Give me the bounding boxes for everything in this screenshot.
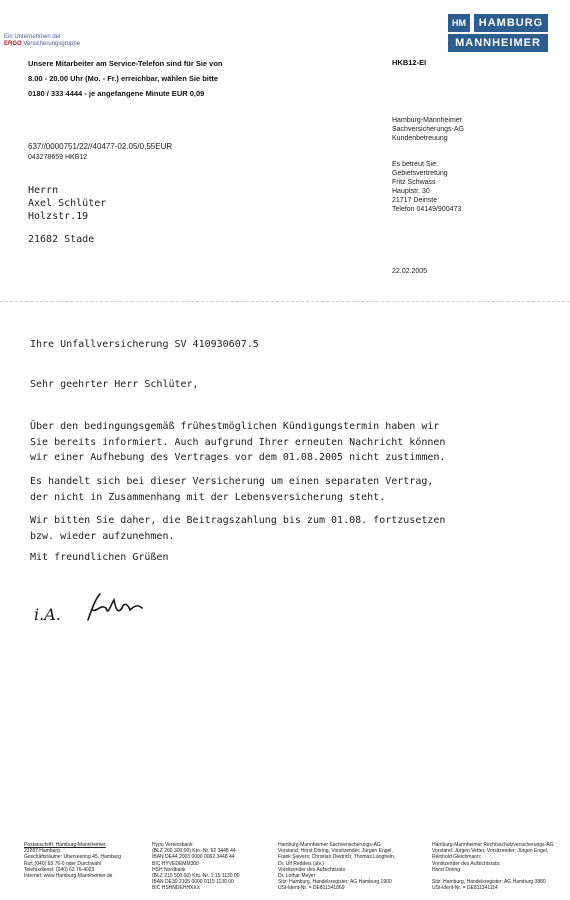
logo-word-mannheimer: MANNHEIMER <box>448 34 548 52</box>
footer-line: Dr. Ulf Reddeis (stv.) <box>278 860 324 867</box>
paragraph-line: bzw. wieder aufzunehmen. <box>30 530 175 542</box>
footer-line: Ruf: (040) 63 76-0 oder Durchwahl <box>24 860 101 867</box>
ergo-group-suffix: Versicherungsgruppe <box>21 41 81 47</box>
recipient-street: Holzstr.19 <box>28 211 89 222</box>
contact-line: 21717 Deinste <box>392 197 438 204</box>
footer-line: 22287 Hamburg <box>24 848 60 855</box>
logo-mark-icon: HM <box>448 14 470 32</box>
service-line: 0180 / 333 4444 - je angefangene Minute EUR 0,09 <box>28 89 205 98</box>
paragraph-line: Über den bedingungsgemäß frühestmöglichen Kündigungstermin haben wir <box>30 421 440 432</box>
logo-word-hamburg: HAMBURG <box>474 14 548 32</box>
letter-date: 22.02.2005 <box>392 268 428 275</box>
service-line: 8.00 - 20.00 Uhr (Mo. - Fr.) erreichbar, wählen Sie bitte <box>28 74 219 83</box>
contact-line: Gebietsvertretung <box>392 170 448 177</box>
sender-address <box>392 116 464 143</box>
paragraph-line: Wir bitten Sie daher, die Beitragszahlung bis zum 01.08. fortzusetzen <box>30 515 446 526</box>
footer-postal-info <box>24 842 142 879</box>
footer-bank-info <box>152 842 262 892</box>
footer-line: Postanschrift: Hamburg-Mannheimer <box>24 842 106 848</box>
contact-line: Hauptstr. 30 <box>392 188 430 195</box>
ergo-group-brand-line <box>4 41 80 47</box>
letter-closing: Mit freundlichen Grüßen <box>30 552 169 563</box>
footer-line: Sitz: Hamburg, Handelsregister: AG Hamburg 1900 <box>278 879 392 886</box>
letter-paragraph <box>30 474 433 505</box>
contact-line: Fritz Schwass <box>392 179 436 186</box>
footer-line: Vorsitzender des Aufsichtsrats: <box>432 860 501 867</box>
sender-line: Hamburg-Mannheimer <box>392 117 463 124</box>
footer-line: USt-Ident-Nr. = DE811341114 <box>432 885 498 892</box>
footer-line: USt-Ident-Nr. = DE811341869 <box>278 885 345 892</box>
footer-company-rechtsschutz <box>432 842 568 892</box>
footer-line: Hamburg-Mannheimer Sachversicherungs-AG <box>278 842 381 848</box>
footer-line: BIC HYVEDEMM300 <box>152 860 199 867</box>
recipient-city: 21682 Stade <box>28 234 95 245</box>
paragraph-line: Es handelt sich bei dieser Versicherung um einen separaten Vertrag, <box>30 476 434 487</box>
footer-line: (BLZ 200 300 00) Kto.-Nr. 62 3448 44 <box>152 848 236 855</box>
letter-paragraph <box>30 419 445 466</box>
letter-subject: Ihre Unfallversicherung SV 410930607.5 <box>30 339 259 350</box>
footer-line: Frank Sievers; Christian Diedrich; Thomas Langhein, <box>278 854 396 861</box>
footer-line: Telefaxdienst: (040) 63 76-4023 <box>24 866 95 873</box>
letter-paragraph <box>30 513 445 544</box>
contact-line: Es betreut Sie: <box>392 161 438 168</box>
footer-line: Vorstand: Horst Döring, Vorsitzender; Jürgen Engel, <box>278 848 393 855</box>
footer-company-sach <box>278 842 416 892</box>
reference-code: 637//0000751/22//40477-02.05/0,55EUR <box>28 142 173 151</box>
footer-line: IBAN DE44 2003 0000 0062 3448 44 <box>152 854 235 861</box>
ergo-group-line: Ein Unternehmen der <box>4 34 62 40</box>
recipient-line: Herrn <box>28 185 59 196</box>
ergo-brand: ERGO <box>4 41 22 47</box>
recipient-name: Axel Schlüter <box>28 198 107 209</box>
service-phone-notice <box>28 56 223 101</box>
handwritten-signature <box>30 590 160 630</box>
footer-line: IBAN DE30 2105 0000 0115 1130 00 <box>152 879 234 886</box>
footer-line: (BLZ 210 500 00) Kto.-Nr. 1 15 1130 00 <box>152 873 240 880</box>
sender-line: Sachversicherungs-AG <box>392 126 464 133</box>
hamburg-mannheimer-logo <box>448 10 548 54</box>
contact-phone: Telefon 04149/900473 <box>392 206 462 213</box>
footer-line: HSH Nordbank <box>152 866 186 873</box>
footer-line: Vorsitzender des Aufsichtsrats: <box>278 866 347 873</box>
customer-number: 043278659 HKB12 <box>28 154 88 161</box>
signature-prefix: i.A. <box>34 605 61 624</box>
service-line: Unsere Mitarbeiter am Service-Telefon sind für Sie von <box>28 59 223 68</box>
footer-line: Dr. Lothar Meyer <box>278 873 316 880</box>
footer-line: Vorstand: Jürgen Vetter, Vorsitzender; Jürgen Engel, <box>432 848 549 855</box>
footer-line: Hamburg-Mannheimer Rechtsschutzversicherungs-AG <box>432 842 554 848</box>
paragraph-line: der nicht in Zusammenhang mit der Lebensversicherung steht. <box>30 491 386 503</box>
paragraph-line: Sie bereits informiert. Auch aufgrund Ihrer erneuten Nachricht können <box>30 436 446 448</box>
footer-line: BIC HSHNDEHHXXX <box>152 885 201 892</box>
paragraph-line: wir einer Aufhebung des Vertrages vor dem 01.08.2005 nicht zustimmen. <box>30 452 446 463</box>
footer-line: Reinhold Gleichmann; <box>432 854 482 861</box>
fold-line <box>0 301 570 302</box>
footer-line: Sitz: Hamburg, Handelsregister: AG Hamburg 3880 <box>432 879 546 886</box>
contact-person-block <box>392 160 461 214</box>
footer-line: Geschäftsräume: Überseering 45, Hamburg <box>24 854 121 861</box>
letter-salutation: Sehr geehrter Herr Schlüter, <box>30 379 199 390</box>
sender-line: Kundenbetreuung <box>392 135 448 142</box>
footer-line: Hypo Vereinsbank <box>152 842 193 848</box>
recipient-address <box>28 184 106 223</box>
footer-line: Horst Döring <box>432 866 461 873</box>
footer-website: Internet: www.Hamburg-Mannheimer.de <box>24 873 113 880</box>
form-code: HKB12-EI <box>392 58 427 67</box>
